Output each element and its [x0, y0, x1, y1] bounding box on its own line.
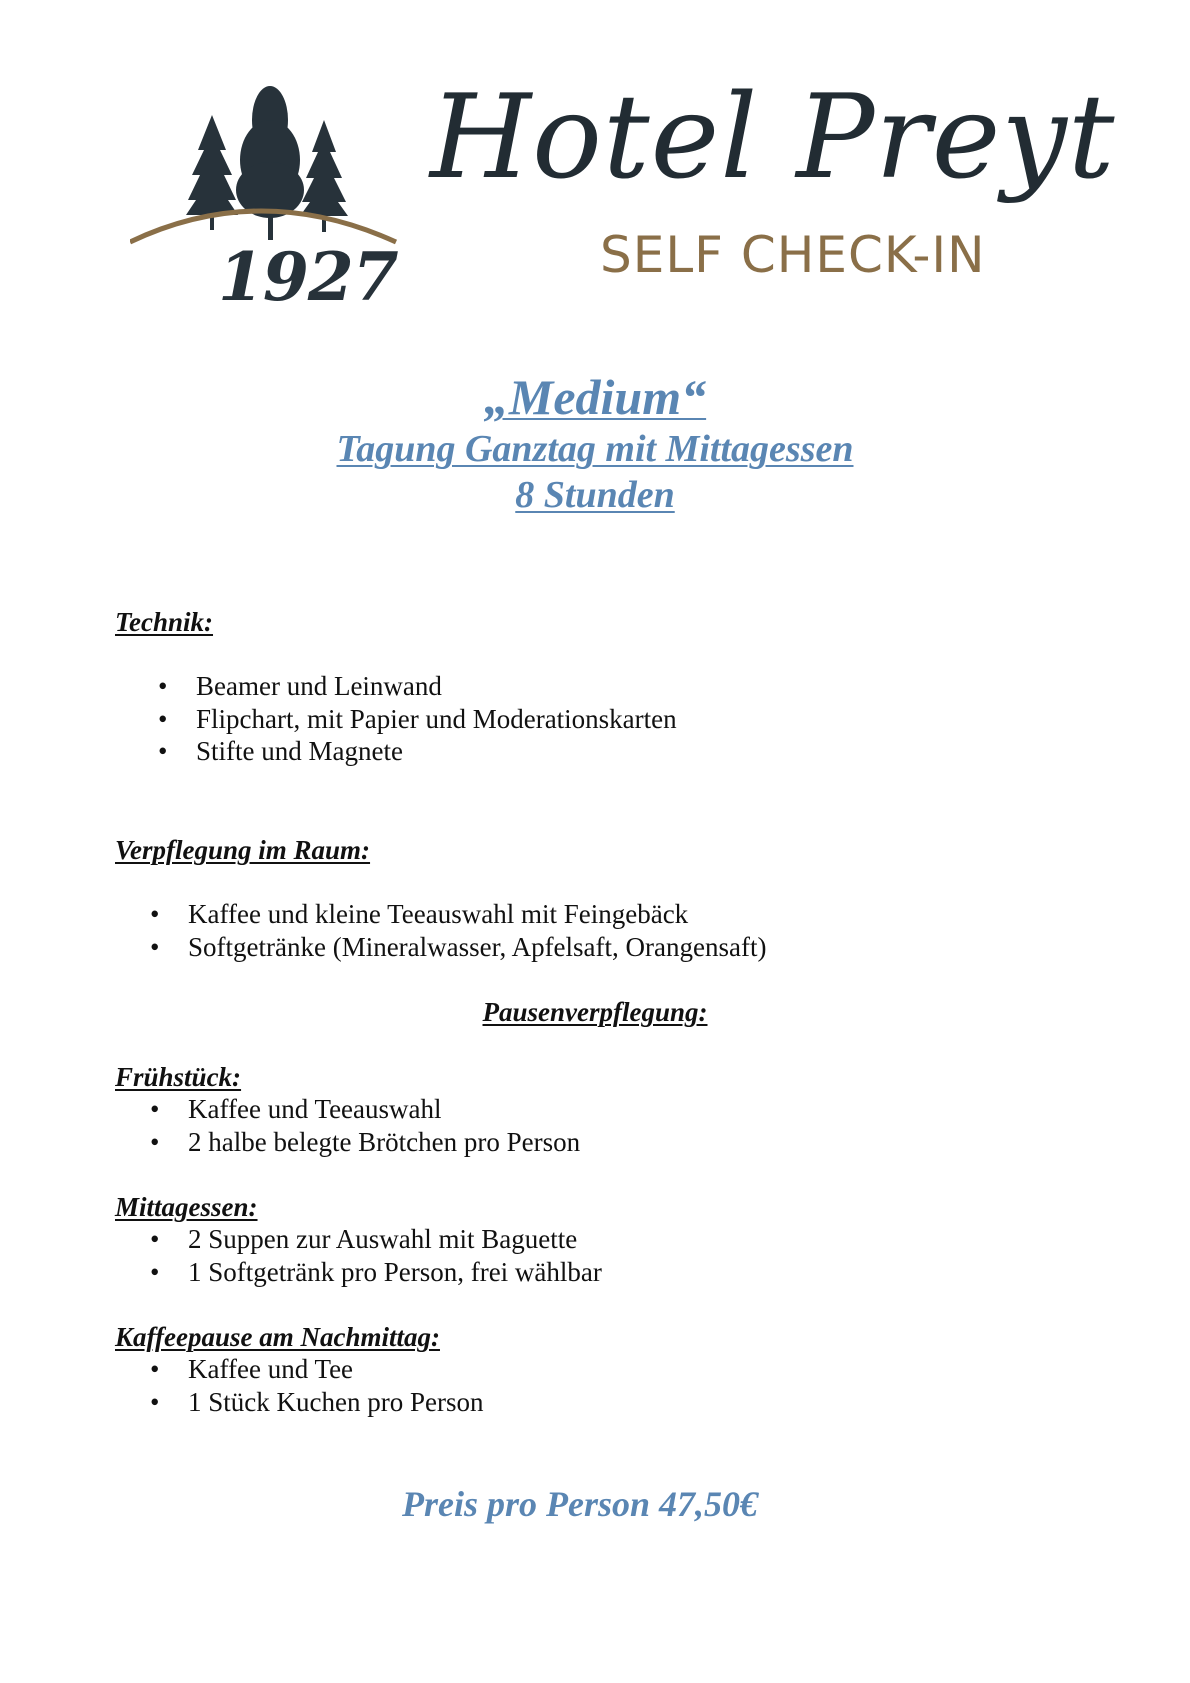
logo-year: 1927	[218, 238, 398, 316]
list-item: • Kaffee und Teeauswahl	[150, 1093, 580, 1126]
mittagessen-heading: Mittagessen:	[115, 1192, 258, 1222]
list-item: • 2 halbe belegte Brötchen pro Person	[150, 1126, 580, 1159]
fruehstueck-heading: Frühstück:	[115, 1062, 242, 1092]
title-line-2: Tagung Ganztag mit Mittagessen	[336, 428, 854, 470]
list-item: • Kaffee und Tee	[150, 1353, 483, 1386]
pausen-heading: Pausenverpflegung:	[482, 997, 708, 1027]
package-title	[0, 368, 1190, 518]
list-item: • Stifte und Magnete	[158, 735, 677, 768]
kaffeepause-list	[150, 1353, 483, 1418]
technik-heading: Technik:	[115, 607, 214, 637]
title-line-1: „Medium“	[483, 369, 707, 425]
list-item: • Beamer und Leinwand	[158, 670, 677, 703]
trees-icon	[130, 60, 430, 260]
mittagessen-list	[150, 1223, 602, 1288]
logo-subtitle: SELF CHECK-IN	[600, 226, 986, 284]
title-line-3: 8 Stunden	[515, 474, 675, 516]
list-item: • 1 Softgetränk pro Person, frei wählbar	[150, 1256, 602, 1289]
list-item: • 2 Suppen zur Auswahl mit Baguette	[150, 1223, 602, 1256]
logo-hotel-name: Hotel Preyt	[430, 70, 1116, 205]
list-item: • 1 Stück Kuchen pro Person	[150, 1386, 483, 1419]
verpflegung-heading: Verpflegung im Raum:	[115, 835, 371, 865]
list-item: • Flipchart, mit Papier und Moderationskarten	[158, 703, 677, 736]
list-item: • Softgetränke (Mineralwasser, Apfelsaft, Orangensaft)	[150, 931, 766, 964]
hotel-logo	[130, 60, 1116, 320]
fruehstueck-list	[150, 1093, 580, 1158]
technik-list	[158, 670, 677, 768]
price-per-person: Preis pro Person 47,50€	[401, 1484, 758, 1524]
kaffeepause-heading: Kaffeepause am Nachmittag:	[115, 1322, 440, 1352]
verpflegung-list	[150, 898, 766, 963]
list-item: • Kaffee und kleine Teeauswahl mit Feingebäck	[150, 898, 766, 931]
